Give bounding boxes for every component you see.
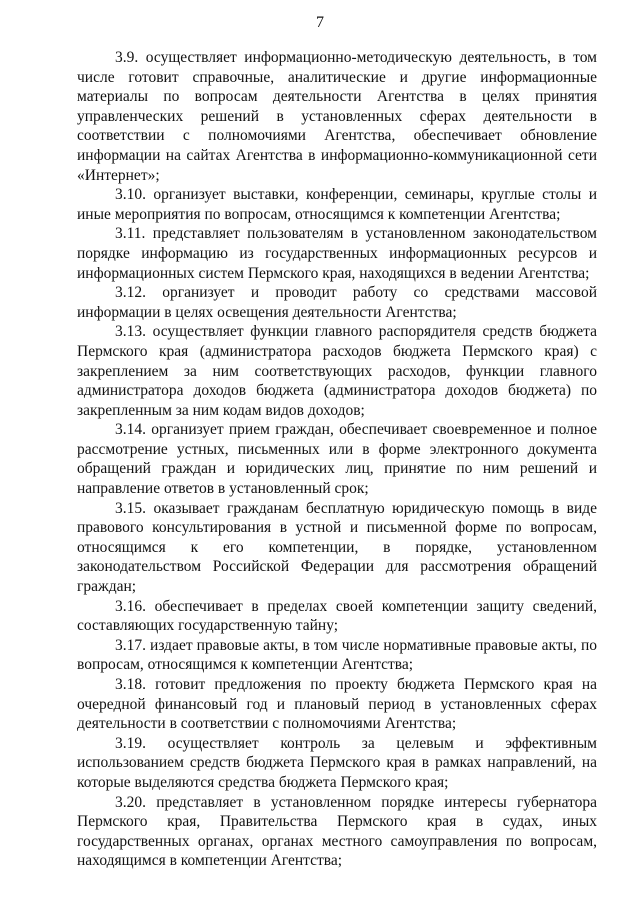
paragraph-3-13: 3.13. осуществляет функции главного распорядителя средств бюджета Пермского края (администратора расходов бюджета Пермского края) с закреплением за ним соответствующих расходов, функции главного администратора доходов бюджета (администратора доходов бюджета) по закрепленным за ним кодам видов доходов; xyxy=(77,323,597,419)
paragraph-3-11: 3.11. представляет пользователям в установленном законодательством порядке информацию из государственных информационных ресурсов и информационных систем Пермского края, находящихся в ведении Агентства; xyxy=(77,225,597,282)
paragraph-3-20: 3.20. представляет в установленном порядке интересы губернатора Пермского края, Правительства Пермского края в судах, иных государственных органах, органах местного самоуправления по вопросам, находящимся в компетенции Агентства; xyxy=(77,793,597,870)
paragraph-3-19: 3.19. осуществляет контроль за целевым и эффективным использованием средств бюджета Пермского края в рамках направлений, на которые выделяются средства бюджета Пермского края; xyxy=(77,734,597,791)
paragraph-3-9: 3.9. осуществляет информационно-методическую деятельность, в том числе готовит справочные, аналитические и другие информационные материалы по вопросам деятельности Агентства в целях принятия управленческих решений в установленных сферах деятельности в соответствии с полномочиями Агентства, обеспечивает обновление информации на сайтах Агентства в информационно-коммуникационной сети «Интернет»; xyxy=(77,49,597,184)
paragraph-3-17: 3.17. издает правовые акты, в том числе нормативные правовые акты, по вопросам, относящимся к компетенции Агентства; xyxy=(77,636,597,674)
paragraph-3-18: 3.18. готовит предложения по проекту бюджета Пермского края на очередной финансовый год и плановый период в установленных сферах деятельности в соответствии с полномочиями Агентства; xyxy=(77,676,597,733)
page-number: 7 xyxy=(316,14,324,31)
paragraph-3-16: 3.16. обеспечивает в пределах своей компетенции защиту сведений, составляющих государственную тайну; xyxy=(77,597,597,635)
paragraph-3-12: 3.12. организует и проводит работу со средствами массовой информации в целях освещения деятельности Агентства; xyxy=(77,284,597,321)
paragraph-3-15: 3.15. оказывает гражданам бесплатную юридическую помощь в виде правового консультирования в устной и письменной форме по вопросам, относящимся к его компетенции, в порядке, установленном законодательством Российской Федерации для рассмотрения обращений граждан; xyxy=(77,499,597,596)
document-body xyxy=(77,48,597,871)
paragraph-3-10: 3.10. организует выставки, конференции, семинары, круглые столы и иные мероприятия по вопросам, относящимся к компетенции Агентства; xyxy=(77,186,597,223)
paragraph-3-14: 3.14. организует прием граждан, обеспечивает своевременное и полное рассмотрение устных, письменных или в форме электронного документа обращений граждан и юридических лиц, принятие по ним решений и направление ответов в установленный срок; xyxy=(77,421,597,498)
